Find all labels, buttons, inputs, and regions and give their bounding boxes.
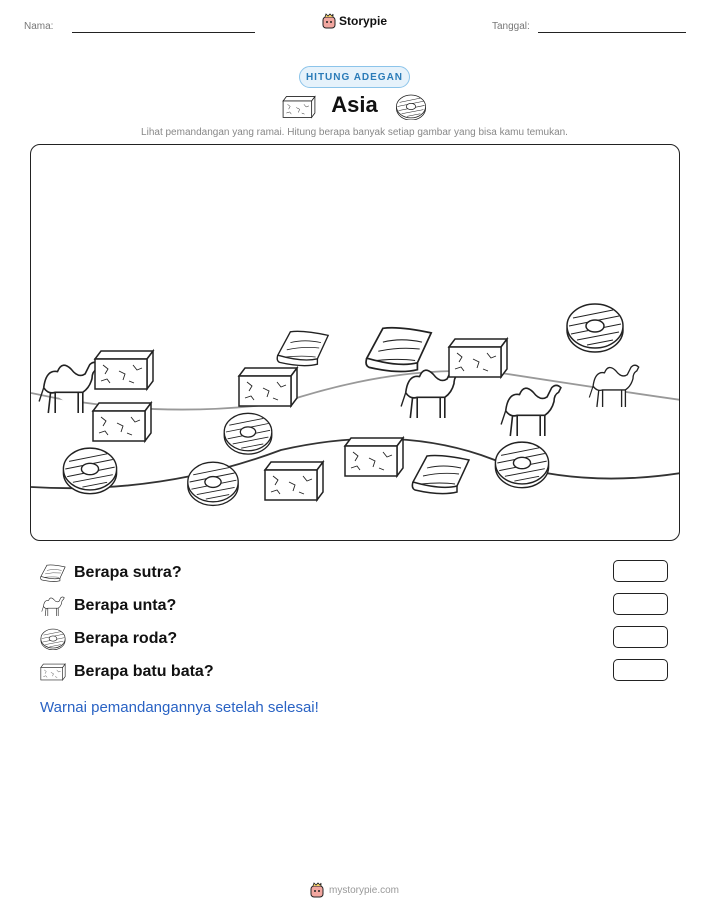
date-field[interactable] (538, 32, 686, 33)
camel-4 (589, 365, 638, 407)
question-silk (40, 562, 182, 584)
answer-box-camel[interactable] (613, 593, 668, 615)
brand-name: Storypie (339, 14, 388, 28)
question-wheel (40, 628, 177, 650)
page-title: Asia (331, 92, 378, 117)
wheel-2 (224, 413, 272, 454)
question-text: Berapa batu bata? (74, 663, 214, 680)
brick-1 (95, 351, 153, 389)
answer-box-silk[interactable] (613, 560, 668, 582)
wheel-3 (63, 448, 116, 494)
camel-icon (40, 595, 66, 617)
silk-icon (40, 562, 66, 584)
storypie-logo-icon (322, 13, 336, 29)
name-field[interactable] (72, 32, 255, 33)
wheel-4 (188, 462, 238, 505)
silk-3 (412, 456, 469, 494)
coloring-note: Warnai pemandangannya setelah selesai! (40, 699, 319, 716)
brick-5 (345, 438, 403, 476)
silk-1 (277, 331, 328, 365)
silk-2 (366, 328, 431, 372)
brick-6 (265, 462, 323, 500)
brick-2 (93, 403, 151, 441)
question-text: Berapa sutra? (74, 564, 182, 581)
wheel-icon (40, 628, 66, 650)
brick-3 (239, 368, 297, 406)
brick-icon (40, 661, 66, 683)
brick-4 (449, 339, 507, 377)
footer (0, 882, 709, 898)
scene-illustration (31, 145, 680, 541)
question-brick (40, 661, 214, 683)
camel-3 (501, 385, 561, 436)
name-label: Nama: (24, 21, 54, 32)
question-text: Berapa unta? (74, 597, 177, 614)
answer-box-wheel[interactable] (613, 626, 668, 648)
answer-box-brick[interactable] (613, 659, 668, 681)
question-text: Berapa roda? (74, 630, 178, 647)
footer-url[interactable]: mystorypie.com (328, 884, 399, 896)
storypie-logo-icon (310, 882, 324, 898)
brand-logo (322, 13, 387, 29)
wheel-1 (567, 304, 623, 352)
wheel-5 (495, 442, 548, 488)
camel-1 (39, 362, 99, 413)
counting-scene[interactable] (30, 144, 680, 541)
wheel-icon (394, 94, 428, 120)
date-label: Tanggal: (492, 21, 530, 32)
activity-badge: HITUNG ADEGAN (299, 66, 410, 88)
instruction-text: Lihat pemandangan yang ramai. Hitung berapa banyak setiap gambar yang bisa kamu temukan. (141, 127, 568, 138)
question-camel (40, 595, 176, 617)
